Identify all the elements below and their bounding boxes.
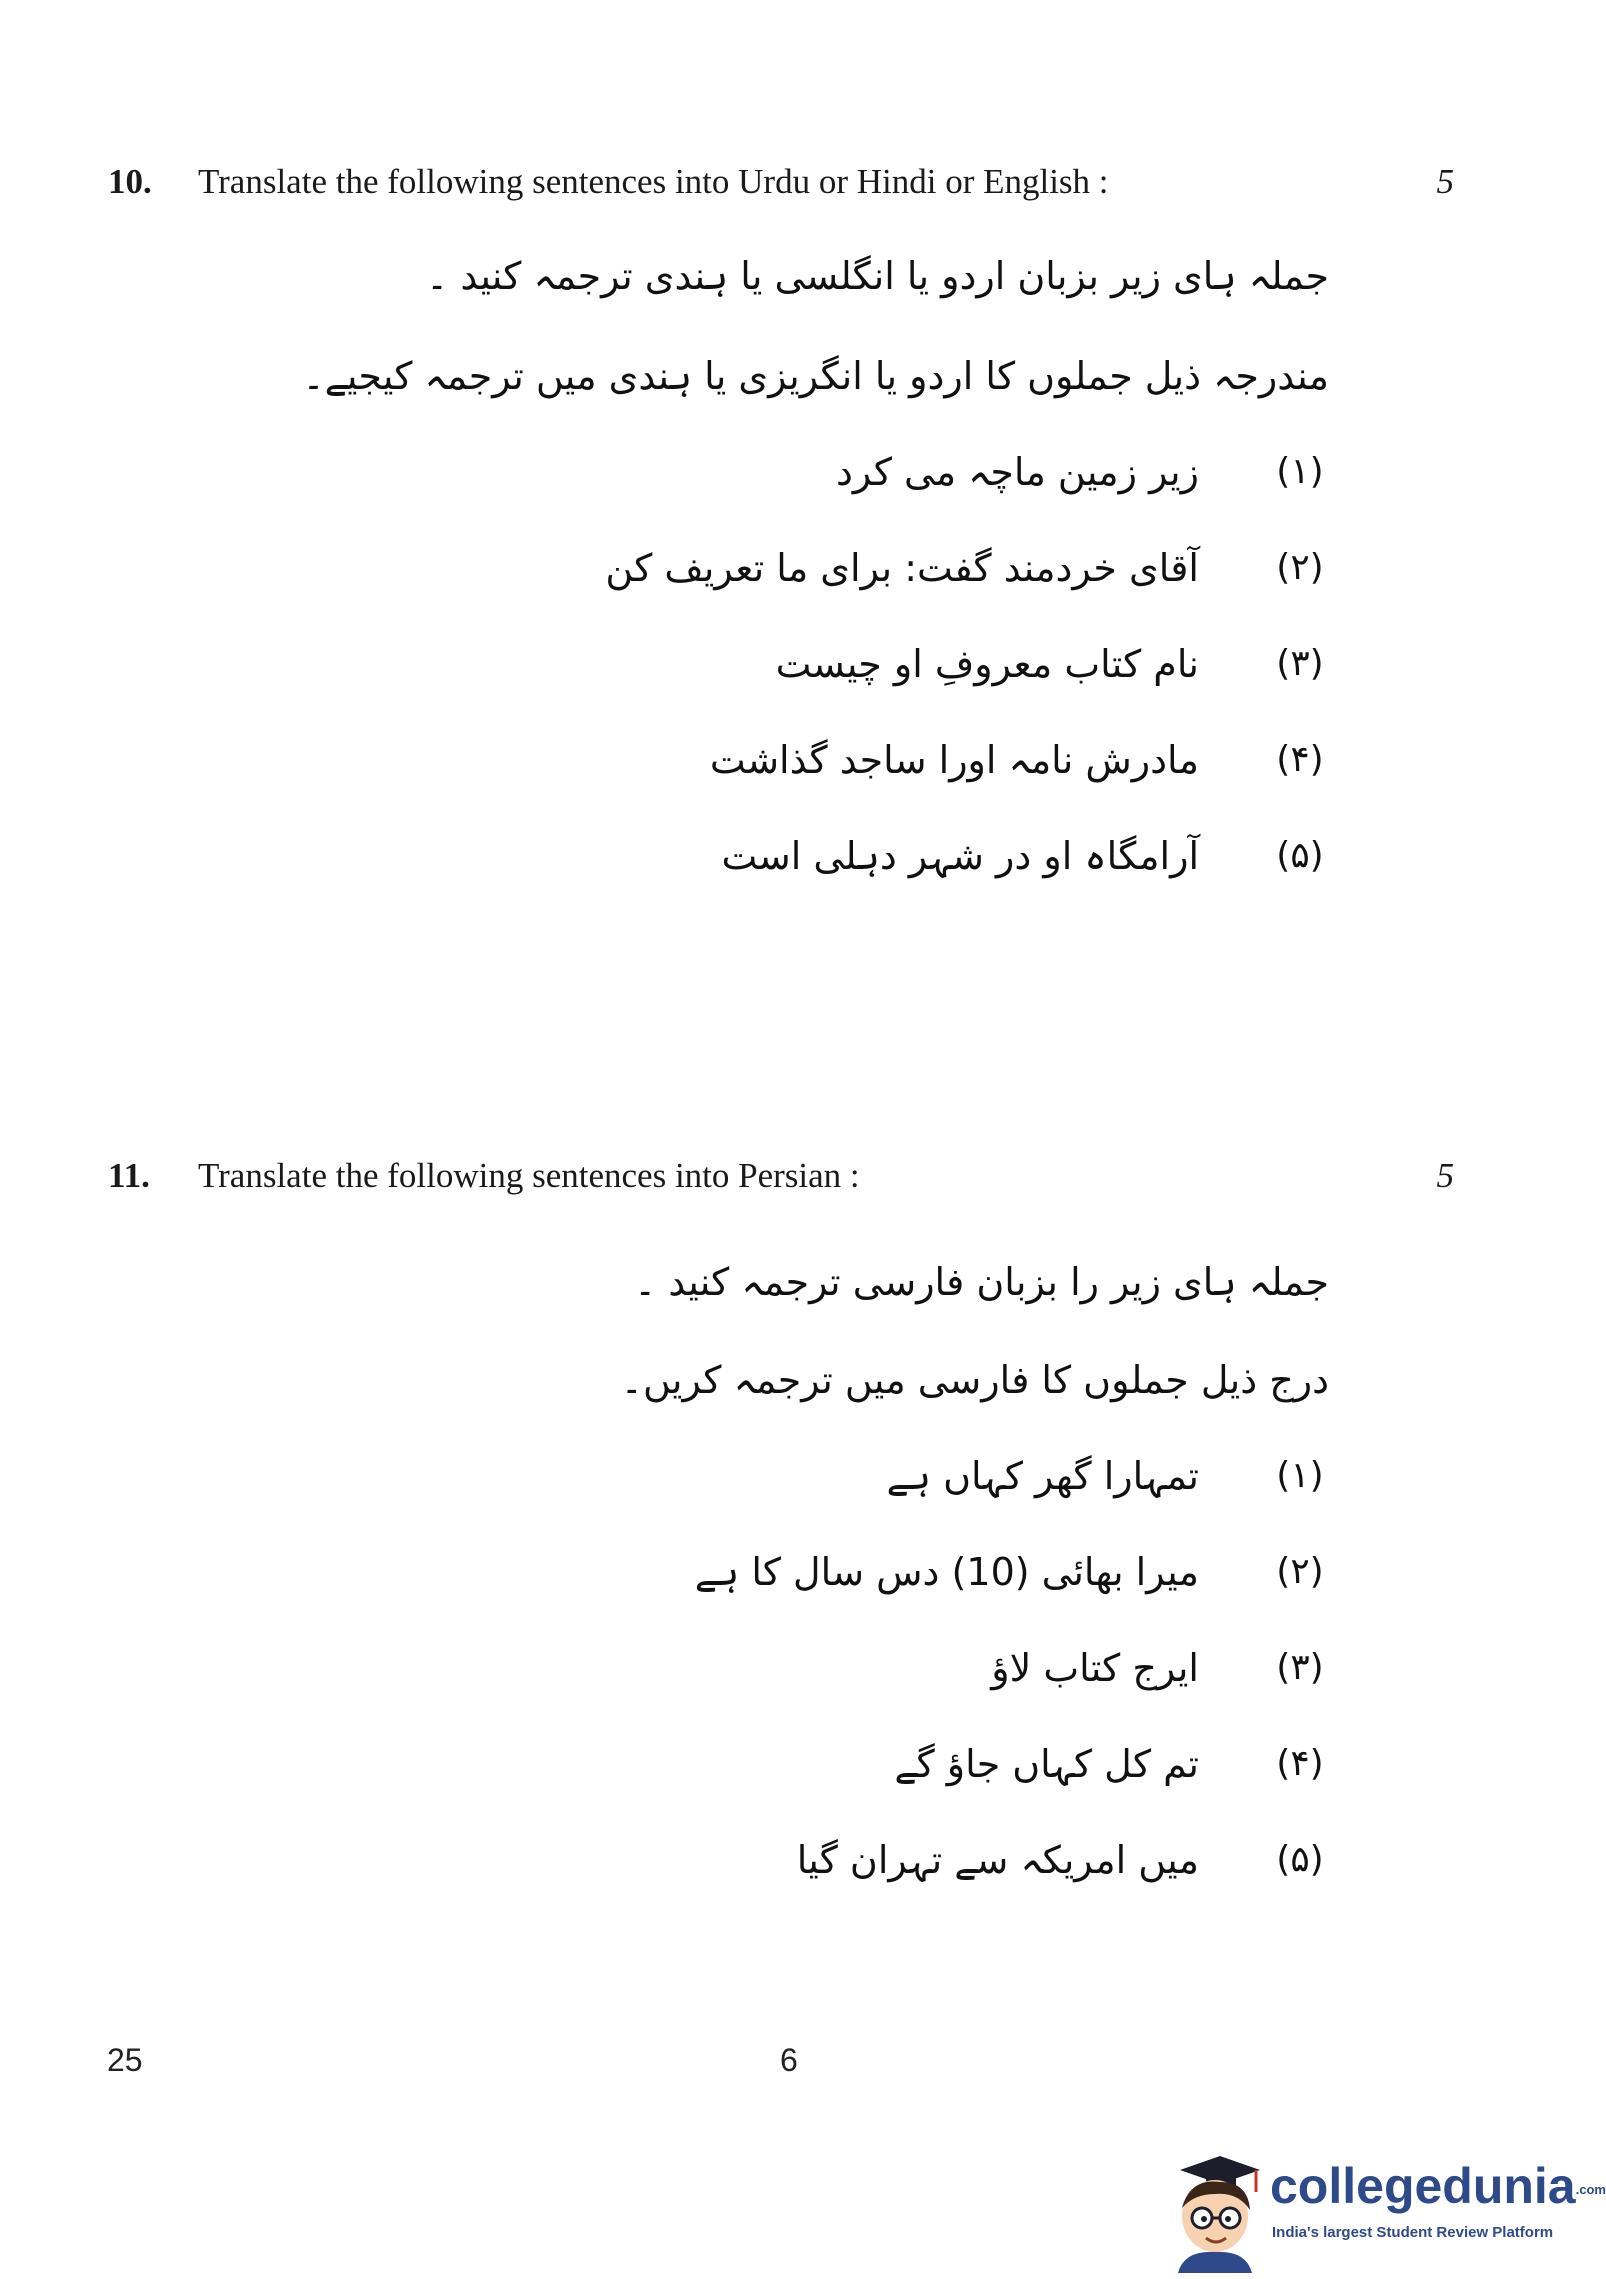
question-number: 10. bbox=[108, 162, 152, 201]
item-sentence: آقای خردمند گفت: برای ما تعریف کن bbox=[605, 546, 1199, 590]
item-sentence: میرا بھائی (10) دس سال کا ہے bbox=[694, 1550, 1199, 1594]
item-number: (۳) bbox=[1276, 643, 1324, 684]
item-sentence: مادرش نامہ اورا ساجد گذاشت bbox=[709, 738, 1199, 782]
persian-instruction: جملہ ہای زیر بزبان اردو یا انگلسی یا ہندی ترجمہ کنید ۔ bbox=[426, 254, 1329, 298]
question-text: Translate the following sentences into Urdu or Hindi or English : bbox=[198, 162, 1109, 201]
paper-code: 25 bbox=[107, 2042, 143, 2078]
item-sentence: زیر زمین ماچہ می کرد bbox=[835, 450, 1199, 494]
urdu-instruction: درج ذیل جملوں کا فارسی میں ترجمہ کریں۔ bbox=[620, 1358, 1329, 1402]
logo-wordmark bbox=[1270, 2158, 1606, 2218]
item-number: (۲) bbox=[1276, 1551, 1324, 1592]
item-sentence: نام کتاب معروفِ او چیست bbox=[775, 642, 1199, 686]
question-number: 11. bbox=[108, 1156, 150, 1195]
item-number: (۱) bbox=[1276, 1455, 1324, 1496]
item-number: (۴) bbox=[1276, 739, 1324, 780]
urdu-instruction: مندرجہ ذیل جملوں کا اردو یا انگریزی یا ہندی میں ترجمہ کیجیے۔ bbox=[302, 354, 1329, 398]
question-marks: 5 bbox=[1436, 1156, 1454, 1195]
item-sentence: تمہارا گھر کہاں ہے bbox=[886, 1454, 1199, 1498]
item-number: (۳) bbox=[1276, 1647, 1324, 1688]
collegedunia-logo bbox=[1160, 2148, 1606, 2273]
item-sentence: میں امریکہ سے تہران گیا bbox=[796, 1838, 1199, 1882]
item-number: (۱) bbox=[1276, 451, 1324, 492]
item-number: (۲) bbox=[1276, 547, 1324, 588]
item-sentence: تم کل کہاں جاؤ گے bbox=[894, 1742, 1199, 1786]
page-number: 6 bbox=[780, 2042, 798, 2078]
logo-tagline: India's largest Student Review Platform bbox=[1272, 2224, 1554, 2241]
logo-suffix: .com bbox=[1575, 2181, 1606, 2197]
logo-name: collegedunia bbox=[1270, 2158, 1576, 2214]
item-sentence: ایرج کتاب لاؤ bbox=[991, 1646, 1199, 1690]
item-number: (۵) bbox=[1276, 835, 1324, 876]
item-number: (۴) bbox=[1276, 1743, 1324, 1784]
item-number: (۵) bbox=[1276, 1839, 1324, 1880]
persian-instruction: جملہ ہای زیر را بزبان فارسی ترجمہ کنید ۔ bbox=[633, 1260, 1329, 1304]
mascot-icon bbox=[1160, 2148, 1270, 2273]
question-marks: 5 bbox=[1436, 162, 1454, 201]
question-text: Translate the following sentences into Persian : bbox=[198, 1156, 860, 1195]
item-sentence: آرامگاہ او در شہر دہلی است bbox=[721, 834, 1199, 878]
